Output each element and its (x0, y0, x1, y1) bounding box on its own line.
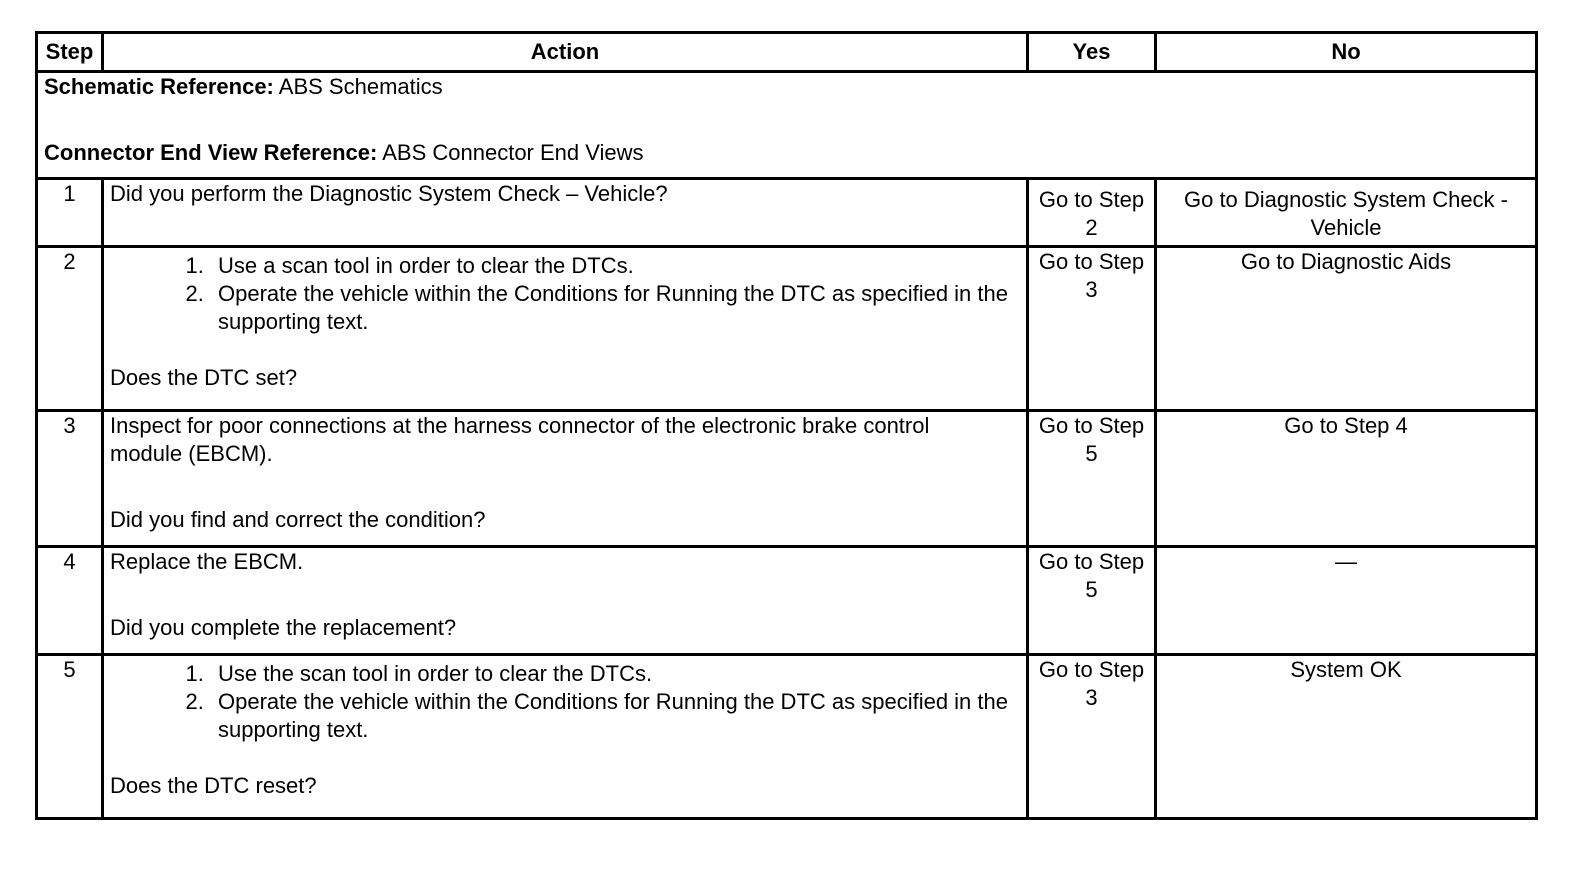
action-list-item: 1. Use a scan tool in order to clear the DTCs. (210, 252, 1020, 280)
action-list (110, 252, 1020, 336)
reference-row (37, 72, 1537, 179)
yes-link[interactable]: Go to Step 3 (1038, 249, 1145, 302)
no-link[interactable]: Go to Step 4 (1284, 413, 1408, 438)
header-step: Step (37, 33, 103, 72)
schematic-reference (44, 73, 1529, 101)
no-link[interactable]: Go to Diagnostic System Check - Vehicle (1183, 187, 1508, 240)
header-action: Action (103, 33, 1028, 72)
step-number: 2 (37, 247, 103, 411)
header-yes: Yes (1028, 33, 1156, 72)
yes-cell (1028, 247, 1156, 411)
yes-link[interactable]: Go to Step 3 (1038, 657, 1145, 710)
yes-cell (1028, 411, 1156, 547)
no-cell (1156, 411, 1537, 547)
connector-reference-label: Connector End View Reference: (44, 140, 378, 165)
yes-cell (1028, 655, 1156, 819)
step-number: 4 (37, 547, 103, 655)
no-cell (1156, 655, 1537, 819)
action-list-item: 1. Use the scan tool in order to clear the DTCs. (210, 660, 1020, 688)
action-list (110, 660, 1020, 744)
action-text: Replace the EBCM. (110, 549, 304, 574)
action-cell (103, 655, 1028, 819)
table-row (37, 247, 1537, 411)
no-value: — (1335, 549, 1357, 574)
yes-cell (1028, 179, 1156, 247)
table-row (37, 655, 1537, 819)
question-text: Does the DTC set? (110, 365, 298, 390)
action-list-item: 2. Operate the vehicle within the Conditions for Running the DTC as specified in the supporting text. (210, 280, 1020, 336)
action-cell (103, 411, 1028, 547)
action-text: Did you perform the Diagnostic System Check – Vehicle? (110, 181, 668, 206)
step-number: 1 (37, 179, 103, 247)
no-cell (1156, 547, 1537, 655)
yes-cell (1028, 547, 1156, 655)
yes-link[interactable]: Go to Step 2 (1038, 187, 1145, 240)
table-row (37, 179, 1537, 247)
action-cell (103, 547, 1028, 655)
no-cell (1156, 179, 1537, 247)
table-row (37, 547, 1537, 655)
action-text: Inspect for poor connections at the harness connector of the electronic brake control module (EBCM). (110, 413, 930, 466)
question-text: Did you complete the replacement? (110, 615, 457, 640)
diagnostic-table (35, 31, 1538, 820)
connector-reference (44, 139, 1529, 167)
question-text: Does the DTC reset? (110, 773, 317, 798)
step-number: 5 (37, 655, 103, 819)
schematic-reference-link[interactable]: ABS Schematics (278, 74, 443, 99)
reference-cell (37, 72, 1537, 179)
action-cell (103, 179, 1028, 247)
action-list-item: 2. Operate the vehicle within the Conditions for Running the DTC as specified in the supporting text. (210, 688, 1020, 744)
no-link[interactable]: Go to Diagnostic Aids (1240, 249, 1452, 274)
connector-reference-link[interactable]: ABS Connector End Views (382, 140, 644, 165)
schematic-reference-label: Schematic Reference: (44, 74, 274, 99)
action-cell (103, 247, 1028, 411)
no-cell (1156, 247, 1537, 411)
question-text: Did you find and correct the condition? (110, 507, 486, 532)
step-number: 3 (37, 411, 103, 547)
header-no: No (1156, 33, 1537, 72)
header-row (37, 33, 1537, 72)
no-value: System OK (1290, 657, 1402, 682)
yes-link[interactable]: Go to Step 5 (1038, 413, 1145, 466)
yes-link[interactable]: Go to Step 5 (1038, 549, 1145, 602)
table-row (37, 411, 1537, 547)
